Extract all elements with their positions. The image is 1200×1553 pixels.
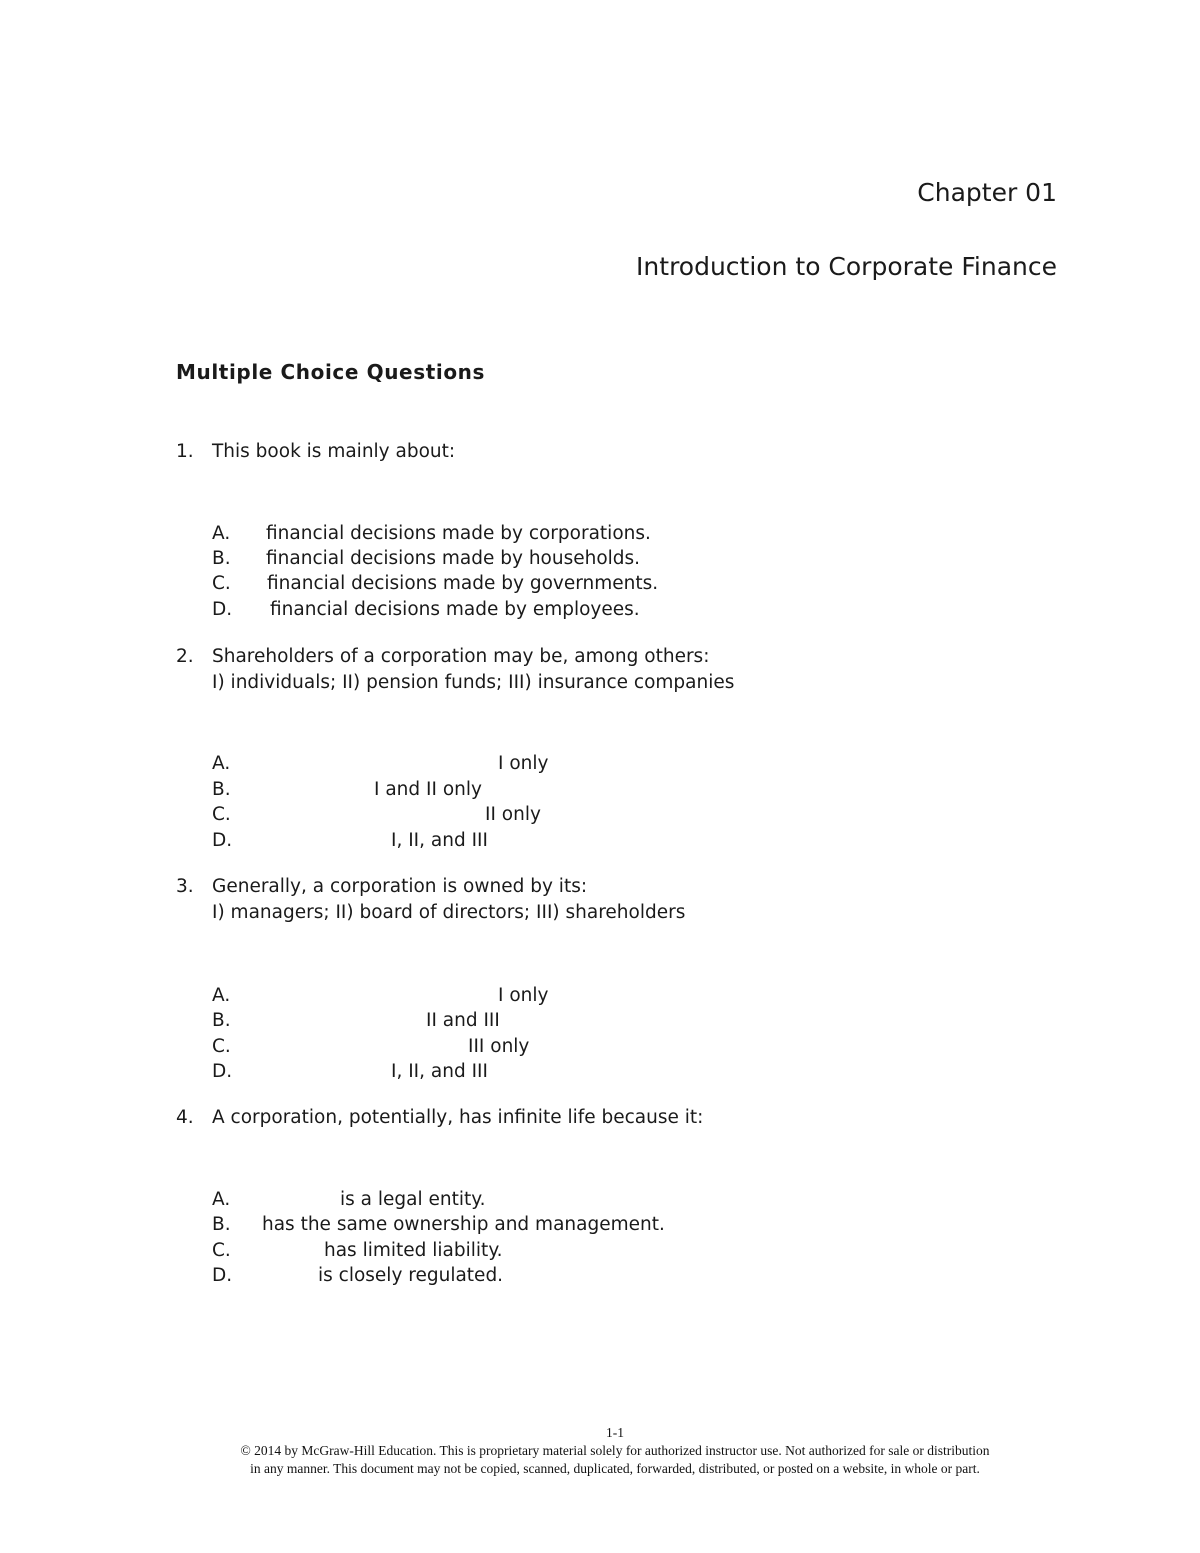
chapter-number: Chapter 01 [917,178,1057,207]
question-stem-line: Generally, a corporation is owned by its: [212,876,588,897]
option-text: II only [485,804,541,825]
option-letter: C. [212,804,231,825]
option-letter: D. [212,830,233,851]
option-text: has the same ownership and management. [262,1214,665,1235]
option-text: financial decisions made by governments. [267,573,659,594]
option-letter: B. [212,548,231,569]
question-number: 2. [176,646,194,667]
option-text: I only [498,753,549,774]
question-stem-line: Shareholders of a corporation may be, among others: [212,646,710,667]
option-letter: A. [212,523,231,544]
question-stem [212,874,685,926]
option-letter: D. [212,1061,233,1082]
question-number: 4. [176,1107,194,1128]
question-stem [212,439,455,465]
option-text: I only [498,985,549,1006]
question-stem-line: A corporation, potentially, has infinite life because it: [212,1107,704,1128]
option-text: is closely regulated. [318,1265,504,1286]
option-text: I, II, and III [391,1061,488,1082]
option-letter: C. [212,1240,231,1261]
question-stem-line: This book is mainly about: [212,441,456,462]
option-text: II and III [426,1010,500,1031]
option-text: financial decisions made by corporations. [266,523,651,544]
question-number: 1. [176,441,194,462]
option-text: has limited liability. [324,1240,503,1261]
option-letter: D. [212,1265,233,1286]
option-text: I and II only [374,779,482,800]
copyright-line: in any manner. This document may not be copied, scanned, duplicated, forwarded, distributed, or posted on a website, in whole or part. [250,1461,980,1476]
option-letter: B. [212,779,231,800]
option-letter: A. [212,753,231,774]
option-text: III only [468,1036,530,1057]
chapter-title: Introduction to Corporate Finance [636,252,1057,281]
option-text: is a legal entity. [340,1189,486,1210]
page-footer [0,1424,1200,1478]
question-stem [212,644,734,696]
option-letter: B. [212,1010,231,1031]
copyright-line: © 2014 by McGraw-Hill Education. This is proprietary material solely for authorized instructor use. Not authorized for sale or distribution [240,1443,990,1458]
option-letter: A. [212,1189,231,1210]
option-text: financial decisions made by employees. [270,599,640,620]
question-number: 3. [176,876,194,897]
page-number: 1-1 [606,1425,624,1440]
question-stem [212,1105,703,1131]
option-letter: A. [212,985,231,1006]
section-heading: Multiple Choice Questions [176,360,486,384]
question-stem-line: I) managers; II) board of directors; III) shareholders [212,902,686,923]
question-stem-line: I) individuals; II) pension funds; III) insurance companies [212,672,735,693]
option-letter: C. [212,573,231,594]
option-letter: C. [212,1036,231,1057]
option-text: I, II, and III [391,830,488,851]
option-text: financial decisions made by households. [266,548,641,569]
option-letter: D. [212,599,233,620]
option-letter: B. [212,1214,231,1235]
